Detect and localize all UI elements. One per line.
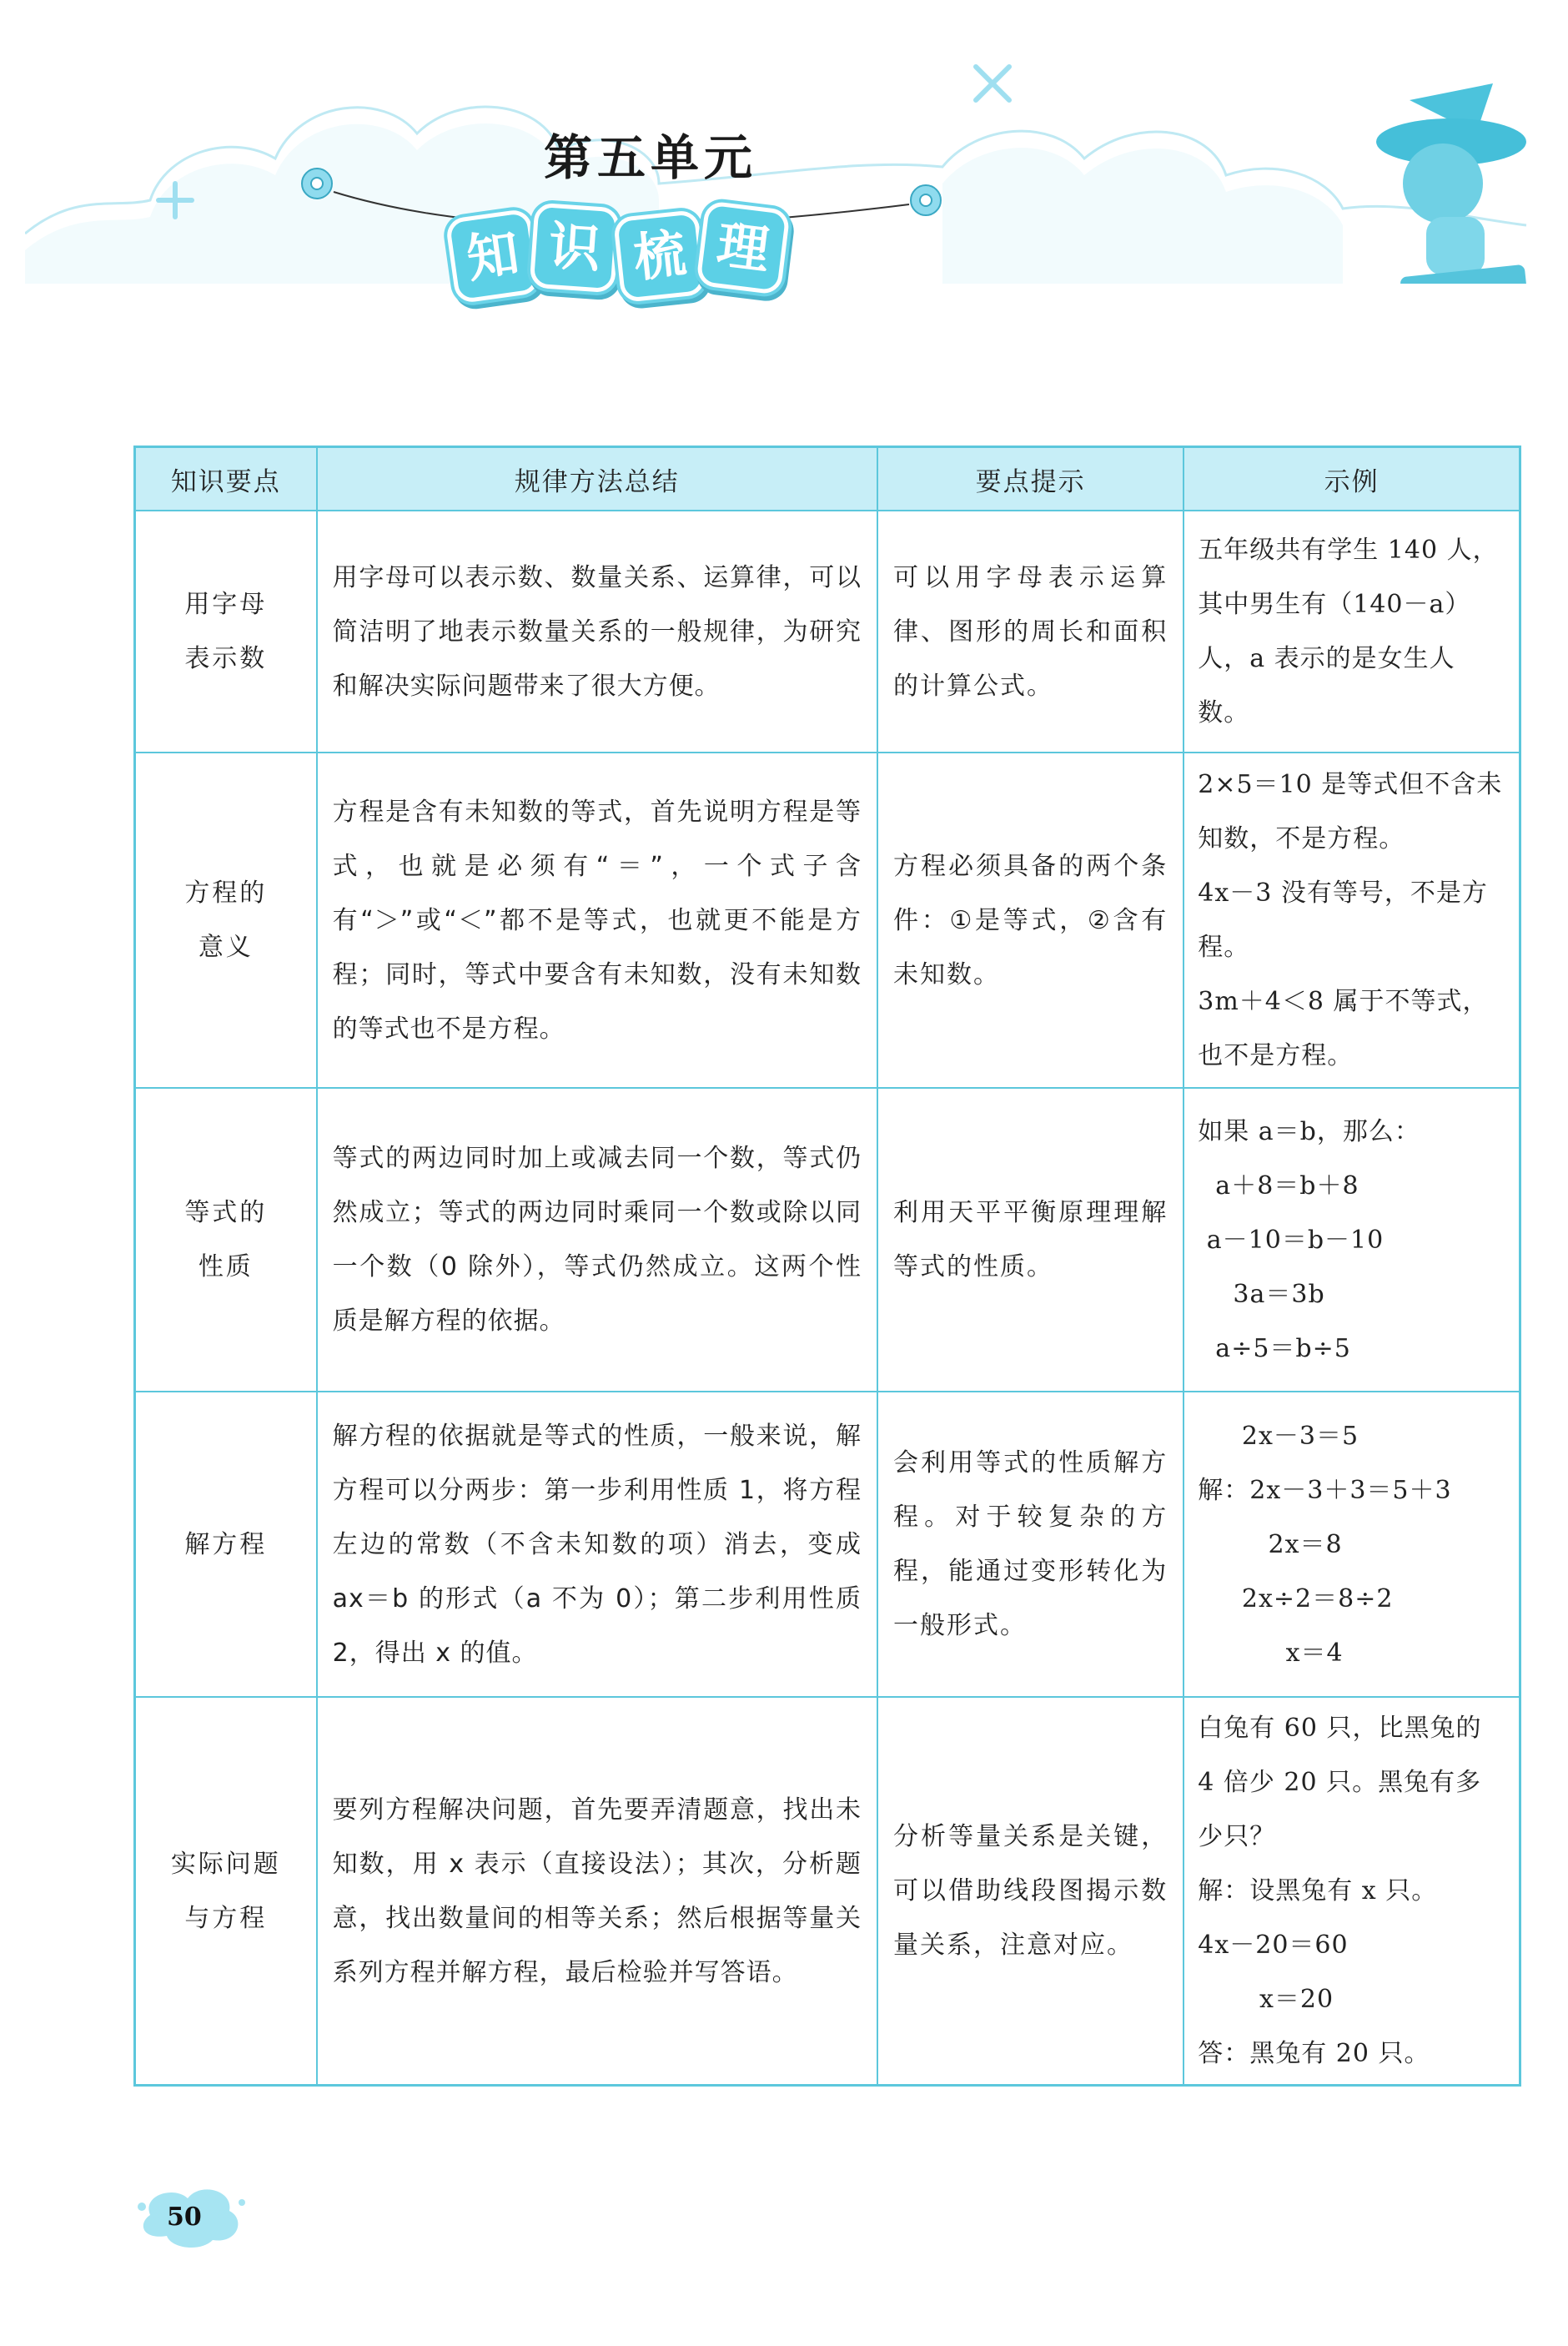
tip-cell: 会利用等式的性质解方程。对于较复杂的方程，能通过变形转化为一般形式。	[877, 1392, 1184, 1697]
example-line: a－10＝b－10	[1198, 1225, 1385, 1255]
method-cell: 方程是含有未知数的等式，首先说明方程是等式，也就是必须有“＝”，一个式子含有“＞”或“＜”都不是等式，也就更不能是方程；同时，等式中要含有未知数，没有未知数的等式也不是方程。	[317, 753, 877, 1088]
example-line: a＋8＝b＋8	[1198, 1170, 1359, 1201]
example-line: 白兔有 60 只，比黑兔的 4 倍少 20 只。黑兔有多少只？	[1198, 1714, 1482, 1851]
tip-cell: 方程必须具备的两个条件：①是等式，②含有未知数。	[877, 753, 1184, 1088]
tip-cell: 利用天平平衡原理理解等式的性质。	[877, 1088, 1184, 1392]
method-cell: 解方程的依据就是等式的性质，一般来说，解方程可以分两步：第一步利用性质 1，将方程左边的常数（不含未知数的项）消去，变成 ax＝b 的形式（a 不为 0）；第二步利用性质 2，得出 x 的值。	[317, 1392, 877, 1697]
topic-line: 表示数	[184, 644, 268, 673]
topic-line: 方程的	[184, 878, 268, 908]
topic-line: 实际问题	[170, 1849, 281, 1879]
table-row	[135, 511, 1520, 753]
tip-cell: 可以用字母表示运算律、图形的周长和面积的计算公式。	[877, 511, 1184, 753]
example-line: 2x÷2＝8÷2	[1198, 1583, 1394, 1614]
column-header: 规律方法总结	[317, 447, 877, 511]
example-line: 五年级共有学生 140 人，其中男生有（140－a）人，a 表示的是女生人数。	[1198, 536, 1499, 727]
example-line: 答：黑兔有 20 只。	[1198, 2039, 1430, 2068]
example-line: 3m＋4＜8 属于不等式，也不是方程。	[1198, 987, 1489, 1070]
example-line: 2x－3＝5	[1198, 1421, 1359, 1451]
knowledge-table	[133, 446, 1521, 2087]
example-line: 解：2x－3＋3＝5＋3	[1198, 1475, 1452, 1505]
tip-cell: 分析等量关系是关键，可以借助线段图揭示数量关系，注意对应。	[877, 1697, 1184, 2086]
method-cell: 要列方程解决问题，首先要弄清题意，找出未知数，用 x 表示（直接设法）；其次，分析题意，找出数量间的相等关系；然后根据等量关系列方程并解方程，最后检验并写答语。	[317, 1697, 877, 2086]
title-badge: 识	[530, 203, 621, 294]
page-header	[0, 0, 1568, 350]
example-cell	[1184, 1697, 1520, 2086]
title-badge: 理	[696, 200, 791, 295]
title-badge: 知	[445, 208, 540, 304]
column-header: 示例	[1184, 447, 1520, 511]
topic-line: 性质	[198, 1252, 254, 1281]
example-line: 3a＝3b	[1198, 1279, 1325, 1309]
topic-cell	[135, 1088, 317, 1392]
example-line: x＝20	[1198, 1985, 1334, 2014]
example-line: 4x－3 没有等号，不是方程。	[1198, 878, 1488, 962]
topic-line: 解方程	[184, 1529, 268, 1559]
example-cell	[1184, 1392, 1520, 1697]
example-line: a÷5＝b÷5	[1198, 1333, 1351, 1363]
method-cell: 用字母可以表示数、数量关系、运算律，可以简洁明了地表示数量关系的一般规律，为研究和解决实际问题带来了很大方便。	[317, 511, 877, 753]
column-header: 知识要点	[135, 447, 317, 511]
example-line: 2×5＝10 是等式但不含未知数，不是方程。	[1198, 770, 1503, 853]
topic-line: 用字母	[184, 590, 268, 619]
topic-cell	[135, 753, 317, 1088]
topic-line: 等式的	[184, 1198, 268, 1227]
unit-title: 第五单元	[543, 129, 757, 186]
topic-line: 与方程	[184, 1903, 268, 1933]
topic-line: 意义	[198, 933, 254, 962]
example-cell	[1184, 1088, 1520, 1392]
title-badge: 梳	[613, 209, 706, 303]
topic-cell	[135, 1697, 317, 2086]
table-row	[135, 1392, 1520, 1697]
example-line: 如果 a＝b，那么：	[1198, 1116, 1420, 1146]
table-row	[135, 1697, 1520, 2086]
page-number: 50	[167, 2203, 202, 2232]
topic-cell	[135, 511, 317, 753]
column-header: 要点提示	[877, 447, 1184, 511]
example-cell	[1184, 753, 1520, 1088]
table-header-row	[135, 447, 1520, 511]
table-row	[135, 1088, 1520, 1392]
example-line: x＝4	[1198, 1638, 1344, 1668]
example-line: 2x＝8	[1198, 1529, 1343, 1559]
topic-cell	[135, 1392, 317, 1697]
example-cell	[1184, 511, 1520, 753]
example-line: 解：设黑兔有 x 只。	[1198, 1876, 1438, 1905]
example-line: 4x－20＝60	[1198, 1931, 1349, 1960]
table-row	[135, 753, 1520, 1088]
method-cell: 等式的两边同时加上或减去同一个数，等式仍然成立；等式的两边同时乘同一个数或除以同一个数（0 除外），等式仍然成立。这两个性质是解方程的依据。	[317, 1088, 877, 1392]
